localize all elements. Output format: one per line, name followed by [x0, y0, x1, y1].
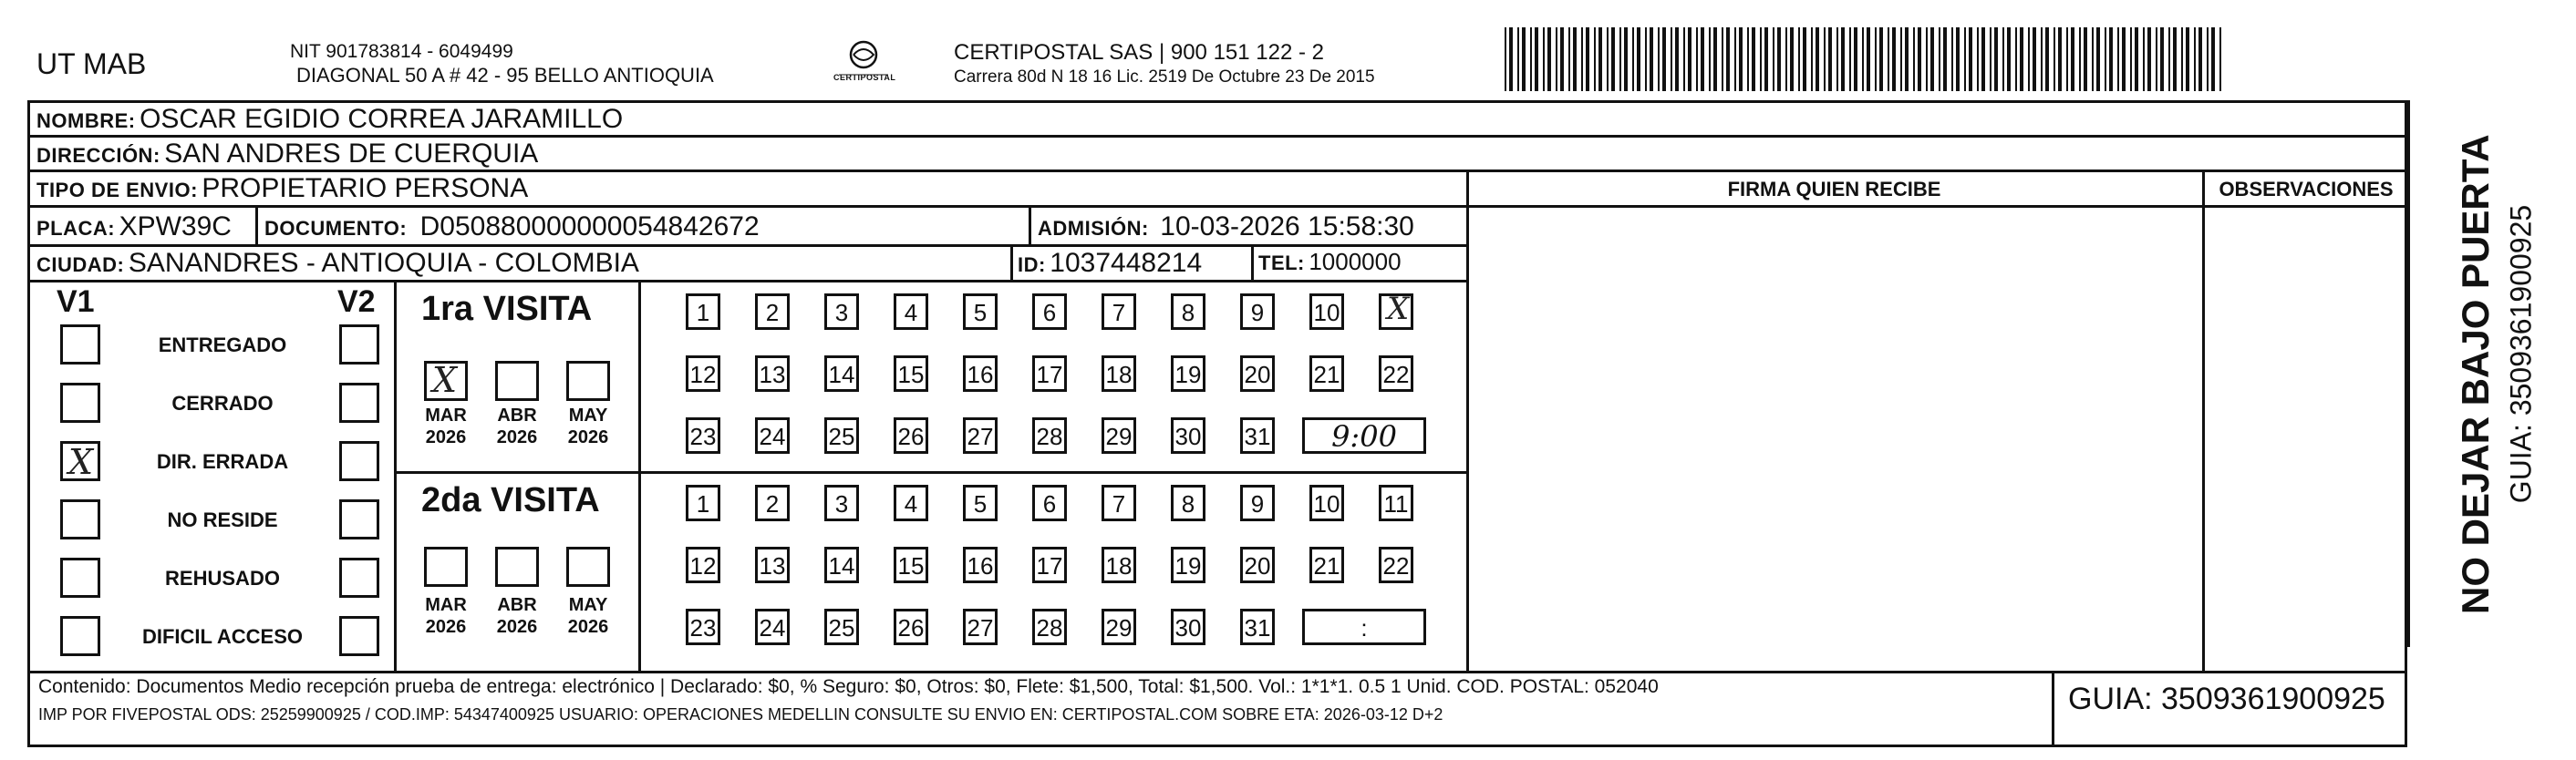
placa-label: PLACA: [36, 217, 116, 240]
barcode-bar [2117, 27, 2119, 91]
v2-checkbox[interactable] [339, 558, 379, 598]
placa-field [36, 211, 232, 242]
day-box[interactable]: 14 [824, 355, 859, 392]
firma-area[interactable] [1470, 209, 2199, 664]
day-box[interactable]: 15 [894, 547, 928, 583]
barcode-bar [1650, 27, 1653, 91]
day-box[interactable]: 10 [1309, 485, 1344, 521]
day-box[interactable]: 26 [894, 417, 928, 454]
barcode-bar [1867, 27, 1870, 91]
barcode-bar [1568, 27, 1570, 91]
day-box[interactable]: 15 [894, 355, 928, 392]
barcode-bar [2084, 27, 2087, 91]
barcode-bar [2168, 27, 2170, 91]
barcode-bar [1964, 27, 1966, 91]
day-box[interactable]: 18 [1102, 355, 1136, 392]
month-year: 2026 [567, 617, 609, 637]
certipostal-logo-text: CERTIPOSTAL [833, 73, 896, 82]
barcode-bar [1619, 27, 1621, 91]
admision-field [1038, 211, 1414, 242]
barcode-bar [1773, 27, 1774, 91]
month-label [490, 405, 544, 448]
barcode-bar [1556, 27, 1557, 91]
day-box[interactable]: 28 [1032, 417, 1067, 454]
month-name: ABR [497, 595, 537, 615]
day-box[interactable]: 12 [686, 355, 720, 392]
day-box[interactable]: 25 [824, 417, 859, 454]
day-box[interactable]: 18 [1102, 547, 1136, 583]
vertical-notice [2421, 118, 2538, 647]
day-box[interactable]: 29 [1102, 417, 1136, 454]
reason-label: DIFICIL ACCESO [141, 625, 303, 648]
barcode-bar [1637, 27, 1640, 91]
barcode-bar [1522, 27, 1526, 91]
barcode-bar [1509, 27, 1513, 91]
day-box[interactable]: 20 [1240, 355, 1275, 392]
barcode-bar [2173, 27, 2177, 91]
day-box[interactable]: 4 [894, 293, 928, 330]
admision-divider [1029, 205, 1031, 244]
v2-checkbox[interactable] [339, 324, 379, 365]
documento-label: DOCUMENTO: [264, 217, 408, 240]
barcode-bar [2181, 27, 2183, 91]
month-year: 2026 [425, 617, 467, 637]
time-box[interactable]: : [1302, 609, 1426, 645]
firma-divider [1466, 169, 1469, 671]
day-box[interactable]: 9 [1240, 485, 1275, 521]
nombre-label: NOMBRE: [36, 109, 136, 132]
day-box[interactable]: 5 [963, 485, 998, 521]
barcode-bar [1824, 27, 1826, 91]
barcode-bar [1734, 27, 1736, 91]
v2-header: V2 [337, 284, 376, 319]
month-checkbox[interactable] [424, 547, 468, 587]
barcode-bar [1951, 27, 1953, 91]
day-box[interactable]: 4 [894, 485, 928, 521]
day-box[interactable]: 27 [963, 417, 998, 454]
certipostal-name: CERTIPOSTAL SAS | 900 151 122 - 2 [954, 40, 1324, 65]
id-divider [1010, 244, 1013, 280]
barcode-bar [2020, 27, 2023, 91]
id-field [1018, 248, 1202, 279]
barcode-bar [1764, 27, 1768, 91]
company-address: DIAGONAL 50 A # 42 - 95 BELLO ANTIOQUIA [296, 64, 714, 87]
day-box[interactable]: 3 [824, 293, 859, 330]
day-box[interactable]: 2 [755, 485, 790, 521]
tipo-label: TIPO DE ENVIO: [36, 179, 198, 201]
observaciones-header: OBSERVACIONES [2219, 178, 2394, 200]
id-label: ID: [1018, 253, 1046, 276]
day-box[interactable]: 19 [1171, 547, 1205, 583]
barcode-bar [1658, 27, 1660, 91]
day-box[interactable]: 14 [824, 547, 859, 583]
observaciones-area[interactable] [2206, 209, 2405, 664]
barcode-bar [1969, 27, 1972, 91]
barcode-bar [2007, 27, 2011, 91]
month-label [490, 594, 544, 638]
barcode-bar [1662, 27, 1666, 91]
barcode-bar [1777, 27, 1781, 91]
barcode-bar [2045, 27, 2049, 91]
month-checkbox[interactable] [566, 547, 610, 587]
barcode-bar [1611, 27, 1615, 91]
footer-guia-divider [2052, 671, 2054, 747]
row-divider [27, 280, 1468, 282]
barcode-bar [1811, 27, 1813, 91]
barcode-bar [2058, 27, 2062, 91]
v1-header: V1 [57, 284, 95, 319]
barcode-bar [1752, 27, 1755, 91]
barcode-bar [1624, 27, 1628, 91]
barcode-bar [2156, 27, 2157, 91]
barcode-bar [2066, 27, 2068, 91]
month-checkbox[interactable] [424, 361, 468, 401]
barcode-bar [1505, 27, 1506, 91]
v1-checkbox[interactable] [60, 616, 100, 656]
barcode-bar [1816, 27, 1819, 91]
day-box[interactable]: 1 [686, 293, 720, 330]
barcode-bar [2041, 27, 2043, 91]
day-box[interactable]: 23 [686, 609, 720, 645]
barcode-bar [1760, 27, 1762, 91]
month-label [561, 594, 616, 638]
day-box[interactable]: 31 [1240, 609, 1275, 645]
direccion-label: DIRECCIÓN: [36, 144, 160, 167]
barcode-bar [2186, 27, 2189, 91]
tel-field [1258, 248, 1402, 276]
direccion-row [36, 139, 538, 169]
tel-label: TEL: [1258, 252, 1305, 274]
barcode-bar [1930, 27, 1934, 91]
day-box[interactable]: 21 [1309, 355, 1344, 392]
day-box[interactable]: 21 [1309, 547, 1344, 583]
barcode-bar [1726, 27, 1730, 91]
footer-line2: IMP POR FIVEPOSTAL ODS: 25259900925 / COD.IMP: 54347400925 USUARIO: OPERACIONES MEDELLIN CONSULTE SU ENVIO EN: CERTIPOSTAL.COM SOBRE ETA: 2026-03-12 D+2 [38, 705, 1443, 724]
day-box[interactable]: 17 [1032, 547, 1067, 583]
barcode [1505, 27, 2225, 91]
admision-label: ADMISIÓN: [1038, 217, 1149, 240]
day-box[interactable]: 9 [1240, 293, 1275, 330]
v1-check-mark: X [68, 442, 94, 482]
ciudad-value: SANANDRES - ANTIOQUIA - COLOMBIA [128, 248, 639, 278]
v1-checkbox[interactable] [60, 441, 100, 481]
nombre-value: OSCAR EGIDIO CORREA JARAMILLO [140, 104, 624, 134]
barcode-bar [1530, 27, 1532, 91]
barcode-bar [1854, 27, 1857, 91]
barcode-bar [2054, 27, 2055, 91]
barcode-bar [1841, 27, 1845, 91]
barcode-bar [1535, 27, 1538, 91]
day-box[interactable]: 30 [1171, 609, 1205, 645]
barcode-bar [2105, 27, 2106, 91]
day-box[interactable]: 29 [1102, 609, 1136, 645]
reason-label: ENTREGADO [158, 334, 287, 356]
id-value: 1037448214 [1050, 248, 1203, 278]
barcode-bar [1594, 27, 1596, 91]
barcode-bar [1828, 27, 1832, 91]
barcode-bar [1994, 27, 1998, 91]
day-box[interactable]: 27 [963, 609, 998, 645]
day-box[interactable]: 28 [1032, 609, 1067, 645]
v1-checkbox[interactable] [60, 383, 100, 423]
notice-no-dejar: NO DEJAR BAJO PUERTA [2454, 134, 2497, 614]
day-box[interactable]: 7 [1102, 485, 1136, 521]
day-box[interactable]: 16 [963, 547, 998, 583]
day-box[interactable]: 13 [755, 355, 790, 392]
month-name: MAR [425, 595, 467, 615]
barcode-bar [1586, 27, 1589, 91]
day-check-mark: X [1387, 291, 1410, 327]
day-box[interactable]: 26 [894, 609, 928, 645]
reasons-divider [394, 280, 397, 671]
barcode-bar [1581, 27, 1583, 91]
barcode-bar [1722, 27, 1723, 91]
barcode-bar [1701, 27, 1704, 91]
day-box[interactable]: 25 [824, 609, 859, 645]
month-checkbox[interactable] [495, 361, 539, 401]
barcode-bar [2109, 27, 2113, 91]
barcode-bar [2160, 27, 2164, 91]
barcode-bar [1900, 27, 1902, 91]
month-name: MAR [425, 406, 467, 426]
barcode-bar [2207, 27, 2209, 91]
barcode-bar [1598, 27, 1602, 91]
barcode-bar [2015, 27, 2017, 91]
barcode-bar [1939, 27, 1940, 91]
placa-value: XPW39C [119, 211, 232, 241]
tel-value: 1000000 [1309, 248, 1402, 275]
month-label [561, 405, 616, 448]
day-box[interactable]: 19 [1171, 355, 1205, 392]
barcode-bar [1739, 27, 1743, 91]
day-box[interactable]: 12 [686, 547, 720, 583]
barcode-bar [1543, 27, 1545, 91]
barcode-bar [2028, 27, 2030, 91]
barcode-bar [1918, 27, 1921, 91]
month-checkbox[interactable] [566, 361, 610, 401]
day-box[interactable]: 3 [824, 485, 859, 521]
barcode-bar [2096, 27, 2100, 91]
day-box[interactable]: 10 [1309, 293, 1344, 330]
day-box[interactable]: 17 [1032, 355, 1067, 392]
barcode-bar [1713, 27, 1717, 91]
barcode-bar [2122, 27, 2126, 91]
day-box[interactable]: 2 [755, 293, 790, 330]
day-box[interactable]: 6 [1032, 293, 1067, 330]
barcode-bar [1905, 27, 1909, 91]
v1-checkbox[interactable] [60, 324, 100, 365]
barcode-bar [1683, 27, 1685, 91]
reason-label: REHUSADO [165, 567, 280, 590]
visit2-title: 2da VISITA [421, 481, 600, 519]
notice-column-divider [2407, 100, 2410, 647]
barcode-bar [1696, 27, 1698, 91]
barcode-bar [1836, 27, 1838, 91]
barcode-bar [1943, 27, 1947, 91]
barcode-bar [2002, 27, 2004, 91]
barcode-bar [1803, 27, 1806, 91]
company-name: UT MAB [36, 47, 147, 80]
day-box[interactable]: 16 [963, 355, 998, 392]
barcode-bar [1785, 27, 1787, 91]
barcode-bar [1888, 27, 1889, 91]
barcode-bar [1607, 27, 1609, 91]
reason-label: DIR. ERRADA [156, 450, 289, 473]
barcode-bar [1547, 27, 1551, 91]
day-box[interactable]: 7 [1102, 293, 1136, 330]
documento-value: D050880000000054842672 [419, 211, 760, 241]
barcode-bar [2092, 27, 2094, 91]
barcode-bar [1913, 27, 1915, 91]
row-divider [27, 135, 2407, 138]
v2-checkbox[interactable] [339, 383, 379, 423]
barcode-bar [1709, 27, 1711, 91]
barcode-bar [2143, 27, 2145, 91]
month-name: MAY [568, 595, 608, 615]
barcode-bar [1517, 27, 1519, 91]
month-year: 2026 [567, 427, 609, 447]
day-box[interactable]: 22 [1379, 547, 1413, 583]
reason-label: NO RESIDE [167, 508, 278, 531]
day-box[interactable]: 24 [755, 609, 790, 645]
day-box[interactable]: 11 [1379, 485, 1413, 521]
day-box[interactable]: 1 [686, 485, 720, 521]
barcode-bar [2079, 27, 2081, 91]
month-name: MAY [568, 406, 608, 426]
month-year: 2026 [496, 427, 538, 447]
footer-guia: GUIA: 3509361900925 [2068, 682, 2385, 716]
time-box[interactable]: 9:00 [1302, 417, 1426, 454]
day-box[interactable]: 23 [686, 417, 720, 454]
barcode-bar [1632, 27, 1634, 91]
barcode-bar [1926, 27, 1928, 91]
month-year: 2026 [496, 617, 538, 637]
ciudad-field [36, 248, 639, 279]
month-check-mark: X [432, 360, 458, 400]
barcode-bar [1798, 27, 1800, 91]
barcode-bar [1849, 27, 1851, 91]
documento-field [264, 211, 760, 242]
header [0, 0, 2576, 100]
barcode-bar [2147, 27, 2151, 91]
day-box[interactable]: 30 [1171, 417, 1205, 454]
v1-checkbox[interactable] [60, 499, 100, 539]
month-label [419, 405, 473, 448]
barcode-bar [1875, 27, 1877, 91]
visit1-title: 1ra VISITA [421, 290, 593, 328]
barcode-bar [2211, 27, 2215, 91]
visit-divider [394, 471, 1466, 474]
barcode-bar [1892, 27, 1896, 91]
notice-guia: GUIA: 3509361900925 [2504, 204, 2538, 504]
barcode-bar [2135, 27, 2138, 91]
barcode-bar [1879, 27, 1883, 91]
barcode-icon [1505, 27, 2225, 91]
firma-header: FIRMA QUIEN RECIBE [1727, 178, 1941, 200]
firma-header-divider [1466, 205, 2407, 208]
month-checkbox[interactable] [495, 547, 539, 587]
month-label [419, 594, 473, 638]
placa-divider [255, 205, 258, 244]
day-box[interactable]: 24 [755, 417, 790, 454]
tipo-row [36, 173, 528, 204]
barcode-bar [1671, 27, 1672, 91]
nombre-row [36, 104, 623, 135]
barcode-bar [1560, 27, 1564, 91]
footer-line1: Contenido: Documentos Medio recepción prueba de entrega: electrónico | Declarado: $0, % Seguro: $0, Otros: $0, Flete: $1,500, Total: $1,500. Vol.: 1*1*1. 0.5 1 Unid. COD. POSTAL: 052040 [38, 676, 1659, 697]
barcode-bar [1862, 27, 1864, 91]
v2-checkbox[interactable] [339, 441, 379, 481]
barcode-bar [1956, 27, 1960, 91]
month-name: ABR [497, 406, 537, 426]
barcode-bar [1688, 27, 1691, 91]
certipostal-logo [832, 38, 895, 89]
observaciones-divider [2202, 169, 2205, 671]
barcode-bar [1747, 27, 1749, 91]
barcode-bar [1573, 27, 1577, 91]
barcode-bar [1977, 27, 1979, 91]
direccion-value: SAN ANDRES DE CUERQUIA [164, 139, 539, 169]
v2-checkbox[interactable] [339, 499, 379, 539]
barcode-bar [1981, 27, 1985, 91]
visit-months-divider [638, 280, 641, 671]
day-box[interactable]: 8 [1171, 293, 1205, 330]
barcode-bar [2219, 27, 2221, 91]
tel-divider [1251, 244, 1254, 280]
day-box[interactable]: 5 [963, 293, 998, 330]
tipo-value: PROPIETARIO PERSONA [202, 173, 529, 203]
barcode-bar [1790, 27, 1794, 91]
barcode-bar [1645, 27, 1647, 91]
barcode-bar [1990, 27, 1991, 91]
day-box[interactable]: 6 [1032, 485, 1067, 521]
barcode-bar [2198, 27, 2202, 91]
barcode-bar [2194, 27, 2196, 91]
v1-checkbox[interactable] [60, 558, 100, 598]
company-nit: NIT 901783814 - 6049499 [290, 41, 513, 62]
row-divider [27, 169, 2407, 172]
day-box[interactable] [1379, 293, 1413, 330]
barcode-bar [1675, 27, 1679, 91]
ciudad-label: CIUDAD: [36, 253, 125, 276]
admision-value: 10-03-2026 15:58:30 [1160, 211, 1414, 241]
day-box[interactable]: 8 [1171, 485, 1205, 521]
v2-checkbox[interactable] [339, 616, 379, 656]
month-year: 2026 [425, 427, 467, 447]
day-box[interactable]: 13 [755, 547, 790, 583]
reason-label: CERRADO [171, 392, 274, 415]
barcode-bar [2071, 27, 2074, 91]
barcode-bar [2033, 27, 2036, 91]
certipostal-license: Carrera 80d N 18 16 Lic. 2519 De Octubre 23 De 2015 [954, 67, 1375, 87]
day-box[interactable]: 31 [1240, 417, 1275, 454]
day-box[interactable]: 22 [1379, 355, 1413, 392]
barcode-bar [2130, 27, 2132, 91]
footer-divider [27, 671, 2407, 673]
day-box[interactable]: 20 [1240, 547, 1275, 583]
